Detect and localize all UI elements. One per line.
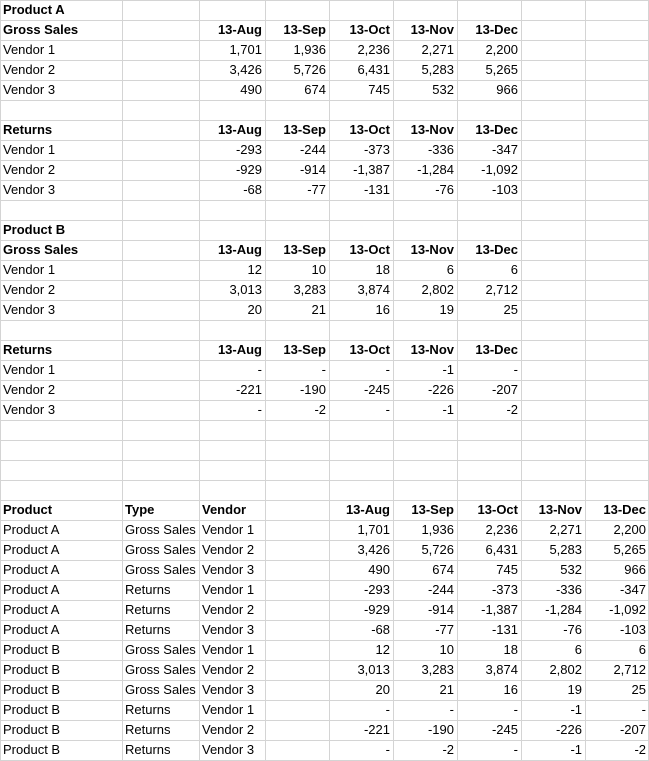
value-cell[interactable]: -914 xyxy=(427,602,454,617)
type-cell[interactable]: Gross Sales xyxy=(125,642,196,657)
month-header[interactable]: 13-Oct xyxy=(349,22,390,37)
value-cell[interactable]: 6 xyxy=(574,642,582,657)
month-header[interactable]: 13-Aug xyxy=(217,342,262,357)
section-header[interactable]: Returns xyxy=(3,342,53,357)
vendor-label[interactable]: Vendor 3 xyxy=(3,402,56,417)
value-cell[interactable]: -226 xyxy=(427,382,454,397)
value-cell[interactable]: 20 xyxy=(375,682,390,697)
value-cell[interactable]: 10 xyxy=(439,642,454,657)
value-cell[interactable]: 1,701 xyxy=(357,522,390,537)
vendor-label[interactable]: Vendor 2 xyxy=(3,282,56,297)
type-cell[interactable]: Gross Sales xyxy=(125,522,196,537)
month-header[interactable]: 13-Nov xyxy=(410,22,454,37)
month-header[interactable]: 13-Aug xyxy=(345,502,390,517)
month-header[interactable]: 13-Aug xyxy=(217,22,262,37)
type-cell[interactable]: Returns xyxy=(125,702,171,717)
value-cell[interactable]: -244 xyxy=(299,142,326,157)
value-cell[interactable]: -1,092 xyxy=(609,602,646,617)
month-header[interactable]: 13-Dec xyxy=(603,502,646,517)
value-cell[interactable]: 3,426 xyxy=(357,542,390,557)
value-cell[interactable]: -1,387 xyxy=(353,162,390,177)
value-cell[interactable]: 3,013 xyxy=(229,282,262,297)
row-gridline xyxy=(0,200,649,201)
value-cell[interactable]: 2,802 xyxy=(549,662,582,677)
section-header[interactable]: Gross Sales xyxy=(3,22,79,37)
value-cell[interactable]: 674 xyxy=(304,82,326,97)
value-cell[interactable]: -2 xyxy=(442,742,454,757)
product-title[interactable]: Product B xyxy=(3,222,66,237)
row-gridline xyxy=(0,460,649,461)
value-cell[interactable]: -207 xyxy=(491,382,518,397)
value-cell[interactable]: - xyxy=(321,362,326,377)
vendor-label[interactable]: Vendor 3 xyxy=(3,182,56,197)
product-cell[interactable]: Product B xyxy=(3,662,61,677)
value-cell[interactable]: -131 xyxy=(363,182,390,197)
vendor-cell[interactable]: Vendor 2 xyxy=(202,722,255,737)
vendor-cell[interactable]: Vendor 1 xyxy=(202,642,255,657)
value-cell[interactable]: - xyxy=(513,702,518,717)
value-cell[interactable]: 2,271 xyxy=(549,522,582,537)
value-cell[interactable]: 3,283 xyxy=(293,282,326,297)
value-cell[interactable]: 745 xyxy=(496,562,518,577)
type-cell[interactable]: Returns xyxy=(125,722,171,737)
product-cell[interactable]: Product B xyxy=(3,702,61,717)
value-cell[interactable]: -1 xyxy=(570,742,582,757)
month-header[interactable]: 13-Oct xyxy=(349,242,390,257)
value-cell[interactable]: -336 xyxy=(555,582,582,597)
product-cell[interactable]: Product A xyxy=(3,582,60,597)
value-cell[interactable]: -103 xyxy=(491,182,518,197)
type-column-header[interactable]: Type xyxy=(125,502,155,517)
value-cell[interactable]: 18 xyxy=(503,642,518,657)
vendor-cell[interactable]: Vendor 2 xyxy=(202,602,255,617)
vendor-label[interactable]: Vendor 1 xyxy=(3,362,56,377)
value-cell[interactable]: -1,092 xyxy=(481,162,518,177)
value-cell[interactable]: -131 xyxy=(491,622,518,637)
type-cell[interactable]: Gross Sales xyxy=(125,662,196,677)
value-cell[interactable]: - xyxy=(385,702,390,717)
value-cell[interactable]: 745 xyxy=(368,82,390,97)
value-cell[interactable]: 6 xyxy=(446,262,454,277)
row-gridline xyxy=(0,320,649,321)
value-cell[interactable]: 2,236 xyxy=(357,42,390,57)
vendor-label[interactable]: Vendor 2 xyxy=(3,382,56,397)
month-header[interactable]: 13-Sep xyxy=(283,122,326,137)
value-cell[interactable]: 21 xyxy=(439,682,454,697)
value-cell[interactable]: 2,712 xyxy=(485,282,518,297)
month-header[interactable]: 13-Oct xyxy=(349,122,390,137)
value-cell[interactable]: 532 xyxy=(560,562,582,577)
product-cell[interactable]: Product A xyxy=(3,542,60,557)
month-header[interactable]: 13-Sep xyxy=(283,242,326,257)
value-cell[interactable]: - xyxy=(257,362,262,377)
product-cell[interactable]: Product A xyxy=(3,622,60,637)
type-cell[interactable]: Gross Sales xyxy=(125,542,196,557)
value-cell[interactable]: -76 xyxy=(563,622,582,637)
value-cell[interactable]: -245 xyxy=(491,722,518,737)
value-cell[interactable]: 18 xyxy=(375,262,390,277)
month-header[interactable]: 13-Dec xyxy=(475,242,518,257)
value-cell[interactable]: 490 xyxy=(368,562,390,577)
value-cell[interactable]: 25 xyxy=(503,302,518,317)
value-cell[interactable]: -373 xyxy=(363,142,390,157)
vendor-label[interactable]: Vendor 3 xyxy=(3,82,56,97)
value-cell[interactable]: -1,284 xyxy=(417,162,454,177)
month-header[interactable]: 13-Sep xyxy=(283,342,326,357)
vendor-column-header[interactable]: Vendor xyxy=(202,502,247,517)
vendor-cell[interactable]: Vendor 3 xyxy=(202,682,255,697)
value-cell[interactable]: -929 xyxy=(235,162,262,177)
month-header[interactable]: 13-Nov xyxy=(410,342,454,357)
value-cell[interactable]: 10 xyxy=(311,262,326,277)
type-cell[interactable]: Gross Sales xyxy=(125,562,196,577)
month-header[interactable]: 13-Oct xyxy=(349,342,390,357)
value-cell[interactable]: 674 xyxy=(432,562,454,577)
vendor-cell[interactable]: Vendor 1 xyxy=(202,522,255,537)
value-cell[interactable]: -1 xyxy=(570,702,582,717)
value-cell[interactable]: - xyxy=(385,402,390,417)
value-cell[interactable]: 5,265 xyxy=(485,62,518,77)
value-cell[interactable]: -2 xyxy=(506,402,518,417)
value-cell[interactable]: -207 xyxy=(619,722,646,737)
month-header[interactable]: 13-Oct xyxy=(477,502,518,517)
month-header[interactable]: 13-Nov xyxy=(538,502,582,517)
type-cell[interactable]: Gross Sales xyxy=(125,682,196,697)
value-cell[interactable]: 2,236 xyxy=(485,522,518,537)
value-cell[interactable]: -190 xyxy=(299,382,326,397)
value-cell[interactable]: -1 xyxy=(442,402,454,417)
value-cell[interactable]: 12 xyxy=(247,262,262,277)
value-cell[interactable]: -2 xyxy=(634,742,646,757)
product-title[interactable]: Product A xyxy=(3,2,65,17)
row-gridline xyxy=(0,480,649,481)
value-cell[interactable]: -77 xyxy=(307,182,326,197)
product-cell[interactable]: Product B xyxy=(3,682,61,697)
value-cell[interactable]: 19 xyxy=(439,302,454,317)
value-cell[interactable]: -76 xyxy=(435,182,454,197)
value-cell[interactable]: -1,284 xyxy=(545,602,582,617)
value-cell[interactable]: - xyxy=(257,402,262,417)
value-cell[interactable]: 3,874 xyxy=(357,282,390,297)
value-cell[interactable]: 2,712 xyxy=(613,662,646,677)
value-cell[interactable]: 3,013 xyxy=(357,662,390,677)
value-cell[interactable]: 1,936 xyxy=(293,42,326,57)
value-cell[interactable]: 25 xyxy=(631,682,646,697)
value-cell[interactable]: -336 xyxy=(427,142,454,157)
month-header[interactable]: 13-Nov xyxy=(410,122,454,137)
value-cell[interactable]: -68 xyxy=(243,182,262,197)
value-cell[interactable]: 3,426 xyxy=(229,62,262,77)
value-cell[interactable]: 2,271 xyxy=(421,42,454,57)
type-cell[interactable]: Returns xyxy=(125,602,171,617)
value-cell[interactable]: 5,283 xyxy=(421,62,454,77)
value-cell[interactable]: 16 xyxy=(503,682,518,697)
product-cell[interactable]: Product A xyxy=(3,562,60,577)
type-cell[interactable]: Returns xyxy=(125,742,171,757)
value-cell[interactable]: 1,936 xyxy=(421,522,454,537)
vendor-label[interactable]: Vendor 1 xyxy=(3,142,56,157)
value-cell[interactable]: -68 xyxy=(371,622,390,637)
value-cell[interactable]: - xyxy=(513,362,518,377)
value-cell[interactable]: -103 xyxy=(619,622,646,637)
value-cell[interactable]: 19 xyxy=(567,682,582,697)
value-cell[interactable]: - xyxy=(385,362,390,377)
product-column-header[interactable]: Product xyxy=(3,502,53,517)
vendor-label[interactable]: Vendor 2 xyxy=(3,62,56,77)
value-cell[interactable]: 966 xyxy=(624,562,646,577)
value-cell[interactable]: 6 xyxy=(510,262,518,277)
vendor-cell[interactable]: Vendor 2 xyxy=(202,542,255,557)
value-cell[interactable]: -914 xyxy=(299,162,326,177)
value-cell[interactable]: - xyxy=(385,742,390,757)
value-cell[interactable]: 6,431 xyxy=(485,542,518,557)
month-header[interactable]: 13-Sep xyxy=(411,502,454,517)
value-cell[interactable]: 3,874 xyxy=(485,662,518,677)
product-cell[interactable]: Product A xyxy=(3,522,60,537)
month-header[interactable]: 13-Dec xyxy=(475,342,518,357)
value-cell[interactable]: -293 xyxy=(235,142,262,157)
value-cell[interactable]: -221 xyxy=(235,382,262,397)
value-cell[interactable]: -245 xyxy=(363,382,390,397)
vendor-cell[interactable]: Vendor 3 xyxy=(202,742,255,757)
month-header[interactable]: 13-Dec xyxy=(475,22,518,37)
type-cell[interactable]: Returns xyxy=(125,622,171,637)
value-cell[interactable]: -77 xyxy=(435,622,454,637)
month-header[interactable]: 13-Aug xyxy=(217,242,262,257)
section-header[interactable]: Gross Sales xyxy=(3,242,79,257)
value-cell[interactable]: 21 xyxy=(311,302,326,317)
value-cell[interactable]: -347 xyxy=(619,582,646,597)
value-cell[interactable]: -190 xyxy=(427,722,454,737)
value-cell[interactable]: 532 xyxy=(432,82,454,97)
row-gridline xyxy=(0,440,649,441)
value-cell[interactable]: 20 xyxy=(247,302,262,317)
month-header[interactable]: 13-Nov xyxy=(410,242,454,257)
value-cell[interactable]: 5,726 xyxy=(421,542,454,557)
value-cell[interactable]: 5,726 xyxy=(293,62,326,77)
value-cell[interactable]: - xyxy=(513,742,518,757)
value-cell[interactable]: 5,283 xyxy=(549,542,582,557)
value-cell[interactable]: 966 xyxy=(496,82,518,97)
value-cell[interactable]: -373 xyxy=(491,582,518,597)
vendor-cell[interactable]: Vendor 3 xyxy=(202,562,255,577)
value-cell[interactable]: -221 xyxy=(363,722,390,737)
value-cell[interactable]: 2,200 xyxy=(485,42,518,57)
value-cell[interactable]: 490 xyxy=(240,82,262,97)
value-cell[interactable]: -2 xyxy=(314,402,326,417)
value-cell[interactable]: - xyxy=(449,702,454,717)
vendor-cell[interactable]: Vendor 3 xyxy=(202,622,255,637)
value-cell[interactable]: -226 xyxy=(555,722,582,737)
product-cell[interactable]: Product B xyxy=(3,642,61,657)
vendor-label[interactable]: Vendor 1 xyxy=(3,42,56,57)
value-cell[interactable]: 1,701 xyxy=(229,42,262,57)
value-cell[interactable]: 6,431 xyxy=(357,62,390,77)
vendor-cell[interactable]: Vendor 1 xyxy=(202,702,255,717)
vendor-label[interactable]: Vendor 2 xyxy=(3,162,56,177)
vendor-label[interactable]: Vendor 3 xyxy=(3,302,56,317)
vendor-cell[interactable]: Vendor 2 xyxy=(202,662,255,677)
value-cell[interactable]: -293 xyxy=(363,582,390,597)
value-cell[interactable]: 12 xyxy=(375,642,390,657)
value-cell[interactable]: -1,387 xyxy=(481,602,518,617)
product-cell[interactable]: Product B xyxy=(3,722,61,737)
vendor-label[interactable]: Vendor 1 xyxy=(3,262,56,277)
month-header[interactable]: 13-Dec xyxy=(475,122,518,137)
type-cell[interactable]: Returns xyxy=(125,582,171,597)
value-cell[interactable]: - xyxy=(641,702,646,717)
product-cell[interactable]: Product B xyxy=(3,742,61,757)
value-cell[interactable]: 2,200 xyxy=(613,522,646,537)
value-cell[interactable]: -929 xyxy=(363,602,390,617)
value-cell[interactable]: -1 xyxy=(442,362,454,377)
product-cell[interactable]: Product A xyxy=(3,602,60,617)
value-cell[interactable]: -347 xyxy=(491,142,518,157)
month-header[interactable]: 13-Aug xyxy=(217,122,262,137)
vendor-cell[interactable]: Vendor 1 xyxy=(202,582,255,597)
section-header[interactable]: Returns xyxy=(3,122,53,137)
row-gridline xyxy=(0,100,649,101)
month-header[interactable]: 13-Sep xyxy=(283,22,326,37)
value-cell[interactable]: 5,265 xyxy=(613,542,646,557)
value-cell[interactable]: 2,802 xyxy=(421,282,454,297)
value-cell[interactable]: -244 xyxy=(427,582,454,597)
value-cell[interactable]: 6 xyxy=(638,642,646,657)
row-gridline xyxy=(0,420,649,421)
value-cell[interactable]: 3,283 xyxy=(421,662,454,677)
value-cell[interactable]: 16 xyxy=(375,302,390,317)
